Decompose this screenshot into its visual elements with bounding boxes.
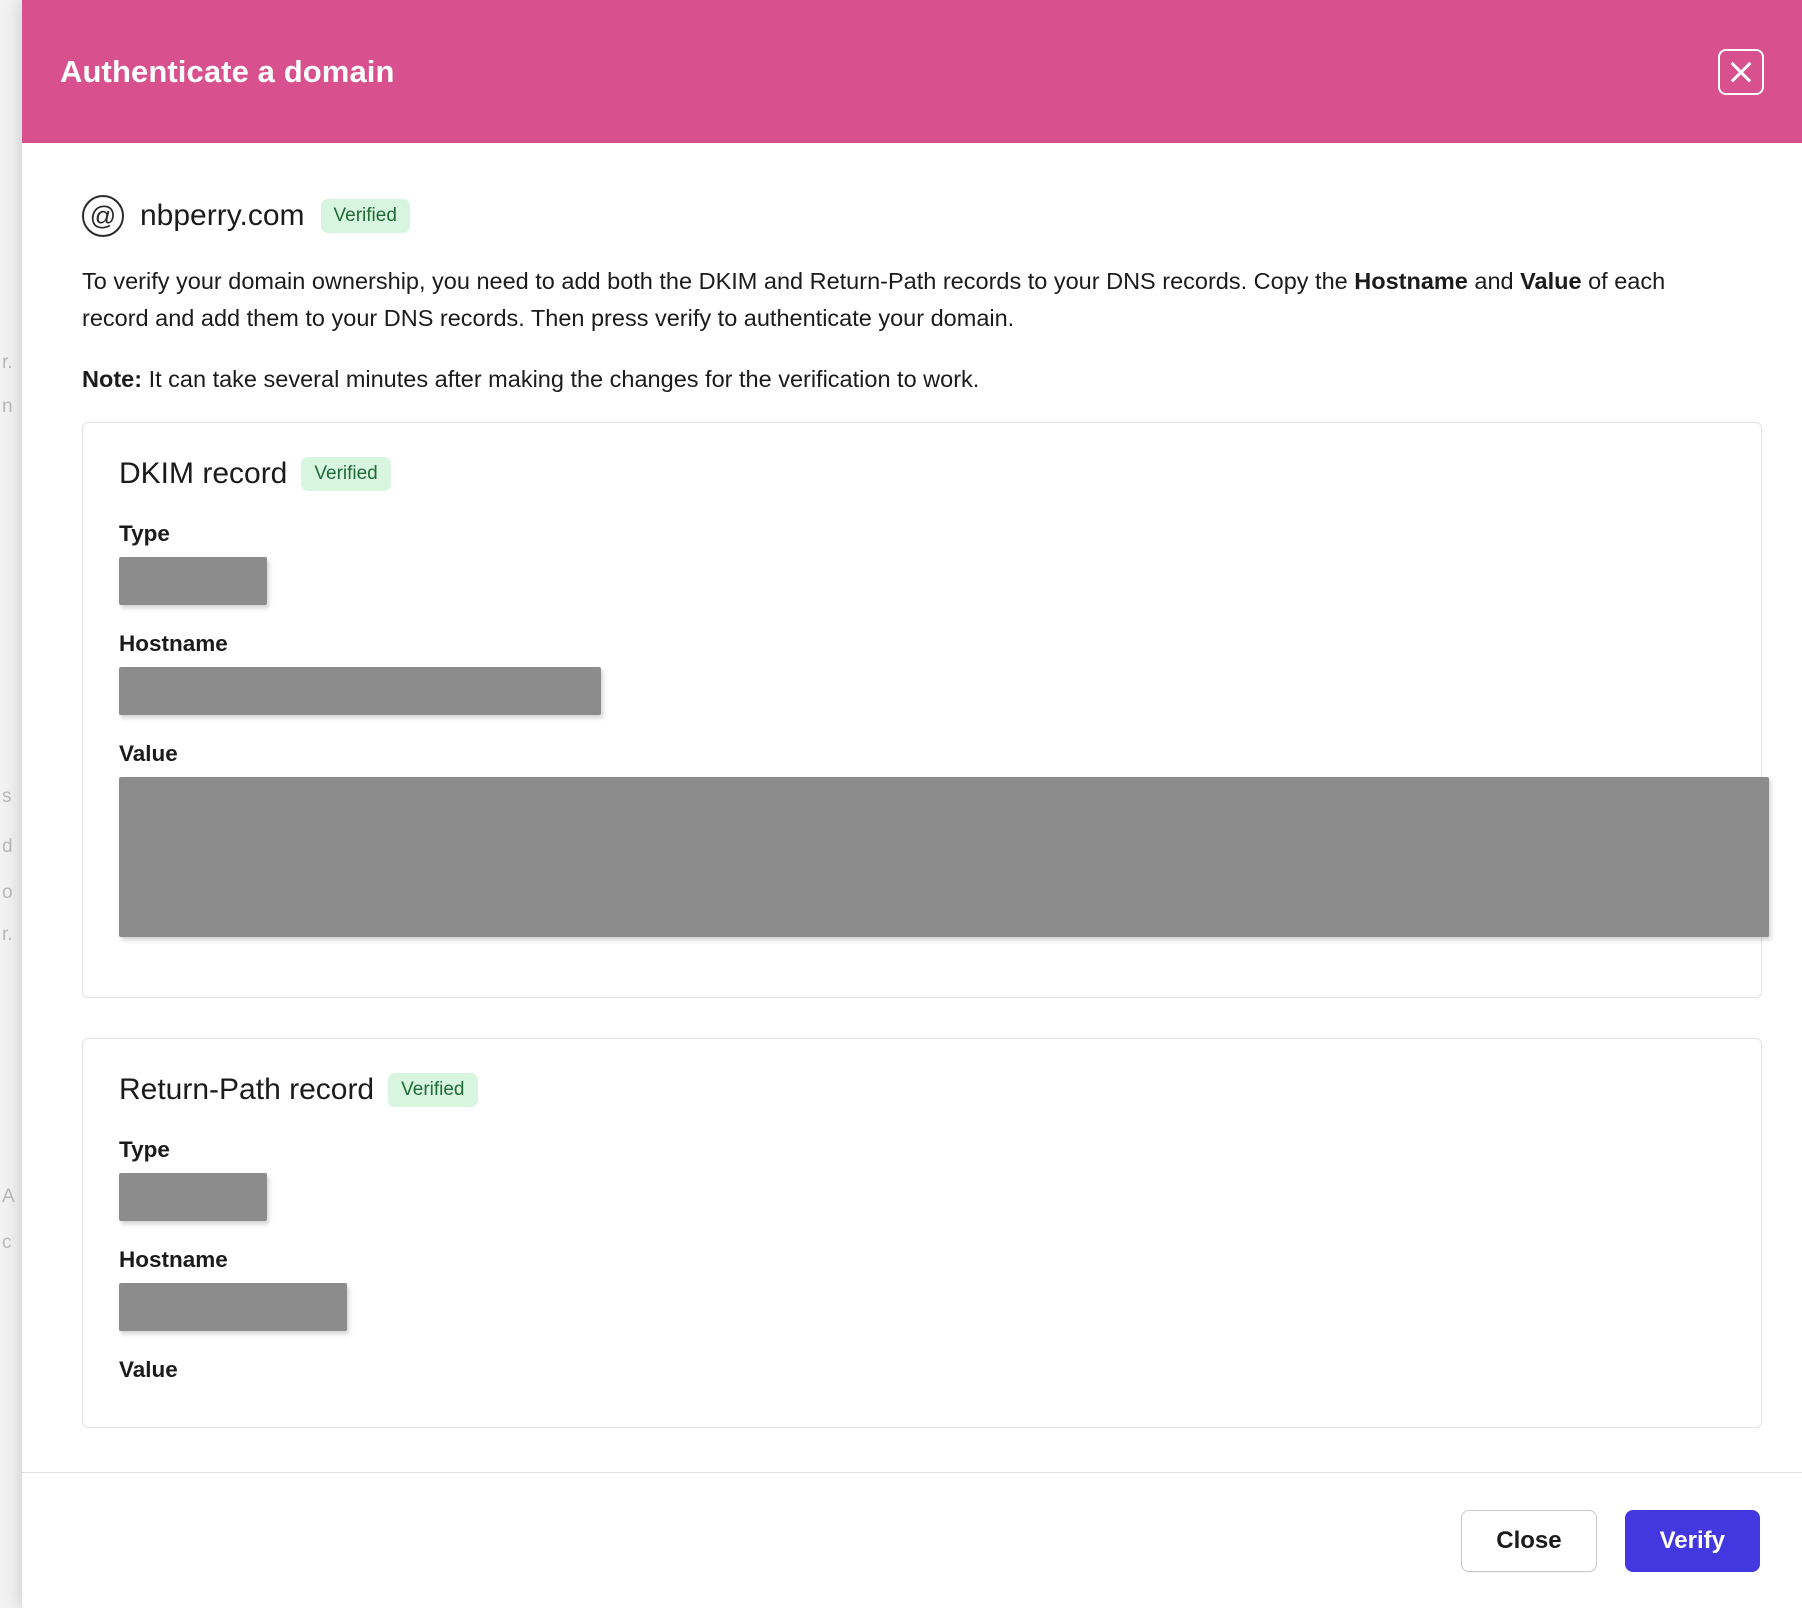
background-text-fragment: A [2, 1186, 15, 1207]
authenticate-domain-dialog [22, 0, 1802, 1608]
dkim-value-redacted[interactable] [119, 777, 1769, 937]
return-path-status-badge: Verified [388, 1073, 477, 1107]
dkim-record-card [82, 422, 1762, 998]
background-text-fragment: o [2, 882, 13, 903]
dkim-type-value-redacted[interactable] [119, 557, 267, 605]
instructions-part-2: and [1467, 268, 1521, 294]
background-text-fragment: r. [2, 352, 13, 373]
note-label: Note: [82, 366, 143, 393]
background-text-fragment: s [2, 786, 12, 807]
return-path-type-label: Type [119, 1137, 170, 1163]
dialog-title: Authenticate a domain [60, 53, 395, 89]
instructions-value-bold: Value [1520, 268, 1582, 294]
background-text-fragment: n [2, 396, 13, 417]
dialog-header [22, 0, 1802, 143]
dialog-footer [22, 1472, 1802, 1608]
dkim-record-title: DKIM record [119, 457, 288, 491]
instructions-paragraph [82, 263, 1682, 337]
dkim-value-label: Value [119, 741, 178, 767]
instructions-hostname-bold: Hostname [1354, 268, 1468, 294]
note-text: It can take several minutes after making the changes for the verification to work. [142, 366, 980, 393]
dkim-type-label: Type [119, 521, 170, 547]
return-path-hostname-value-redacted[interactable] [119, 1283, 347, 1331]
instructions-part-1: To verify your domain ownership, you need to add both the DKIM and Return-Path records to your DNS records. Copy the [82, 268, 1355, 294]
dkim-hostname-label: Hostname [119, 631, 228, 657]
return-path-type-value-redacted[interactable] [119, 1173, 267, 1221]
verify-button[interactable]: Verify [1625, 1510, 1760, 1572]
domain-status-badge: Verified [321, 199, 410, 233]
background-text-fragment: c [2, 1232, 12, 1253]
return-path-record-card [82, 1038, 1762, 1428]
return-path-record-title: Return-Path record [119, 1073, 375, 1107]
dkim-record-header [119, 457, 1725, 491]
domain-summary [82, 195, 1762, 237]
dkim-hostname-value-redacted[interactable] [119, 667, 601, 715]
instructions-part-3: of each record and add them to your DNS records. Then press verify to authenticate your domain. [82, 268, 1666, 332]
close-button[interactable]: Close [1461, 1510, 1596, 1572]
close-icon[interactable] [1718, 49, 1764, 95]
return-path-record-header [119, 1073, 1725, 1107]
return-path-hostname-label: Hostname [119, 1247, 228, 1273]
dkim-status-badge: Verified [301, 457, 390, 491]
note-paragraph [82, 361, 1682, 398]
domain-name: nbperry.com [140, 199, 305, 232]
return-path-value-label: Value [119, 1357, 178, 1383]
dialog-body [22, 143, 1802, 1472]
background-text-fragment: r. [2, 924, 13, 945]
background-text-fragment: d [2, 836, 13, 857]
at-icon [82, 195, 124, 237]
